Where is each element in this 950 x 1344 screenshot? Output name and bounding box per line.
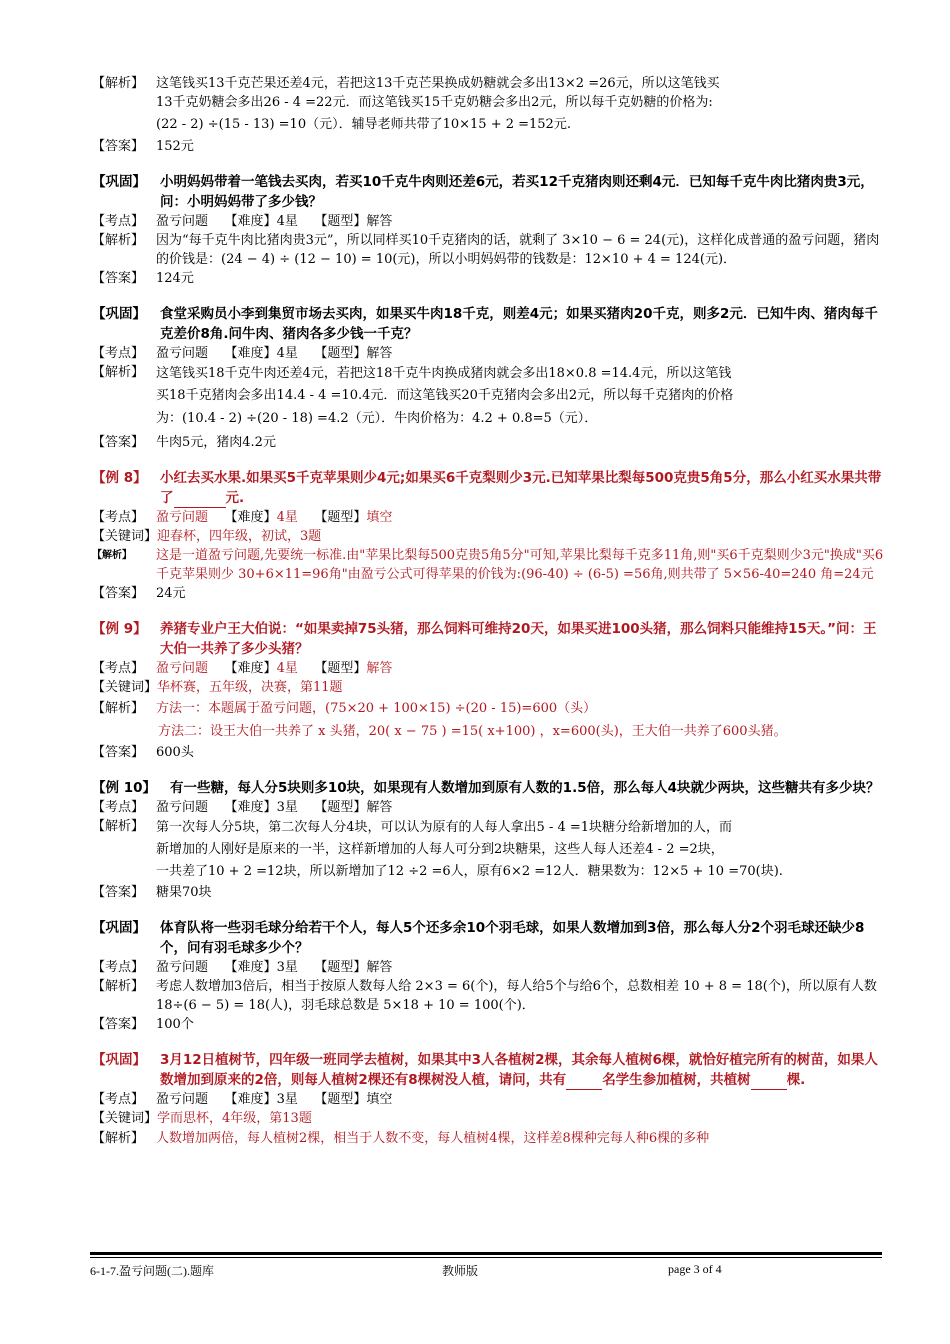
analysis-label: 【解析】: [92, 1131, 145, 1146]
question-type-label: 【题型】: [314, 661, 367, 676]
answer-label: 【答案】: [92, 745, 145, 760]
difficulty-value: 4星: [276, 661, 298, 676]
topic-label: 【考点】: [92, 214, 145, 229]
answer-label: 【答案】: [92, 1017, 145, 1032]
analysis-line: 13千克奶糖会多出26 - 4 =22元．而这笔钱买15千克奶糖会多出2元，所以每千克奶糖的价格为:: [156, 95, 713, 110]
answer-label: 【答案】: [92, 139, 145, 154]
question-type-value: 填空: [366, 1092, 393, 1107]
keywords-value: 迎春杯，四年级，初试，3题: [157, 529, 322, 544]
page-number: page 3 of 4: [668, 1262, 722, 1276]
topic-value: 盈亏问题: [156, 346, 209, 361]
question-text-end: 棵.: [786, 1072, 806, 1088]
difficulty-label: 【难度】: [224, 960, 277, 975]
topic-label: 【考点】: [92, 510, 145, 525]
topic-value: 盈亏问题: [156, 1092, 209, 1107]
difficulty-value: 4星: [276, 214, 298, 229]
question-type-value: 解答: [366, 346, 393, 361]
question-type-label: 【题型】: [314, 214, 367, 229]
document-body: [92, 74, 888, 1166]
answer-label: 【答案】: [92, 435, 145, 450]
difficulty-value: 3星: [276, 960, 298, 975]
analysis-line: 新增加的人刚好是原来的一半，这样新增加的人每人可分到2块糖果，这些人每人还差4 - 2 =2块，: [156, 842, 724, 857]
question-type-label: 【题型】: [314, 960, 367, 975]
difficulty-value: 4星: [276, 346, 298, 361]
topic-value: 盈亏问题: [156, 960, 209, 975]
problem-type-label: 【巩固】: [92, 920, 146, 936]
answer-label: 【答案】: [92, 271, 145, 286]
analysis-label: 【解析】: [92, 76, 145, 91]
difficulty-label: 【难度】: [224, 661, 277, 676]
answer-text: 牛肉5元，猪肉4.2元: [156, 435, 276, 450]
question-type-value: 解答: [366, 214, 393, 229]
problem-block: [92, 918, 888, 1034]
analysis-line: (22 - 2) ÷(15 - 13) =10（元）．辅导老师共带了10×15 + 2 =152元.: [156, 117, 571, 132]
problem-block: [92, 172, 888, 288]
answer-text: 124元: [156, 271, 194, 286]
answer-text: 152元: [156, 139, 194, 154]
analysis-line: 这笔钱买13千克芒果还差4元，若把这13千克芒果换成奶糖就会多出13×2 =26元，所以这笔钱买: [156, 76, 720, 91]
problem-block: [92, 1050, 888, 1150]
question-text: 小明妈妈带着一笔钱去买肉，若买10千克牛肉则还差6元，若买12千克猪肉则还剩4元．已知每千克牛肉比猪肉贵3元，问：小明妈妈带了多少钱？: [160, 174, 874, 210]
question-text-end: 元.: [225, 490, 245, 506]
difficulty-value: 4星: [276, 510, 298, 525]
problem-type-label: 【巩固】: [92, 174, 146, 190]
example-block: [92, 778, 888, 902]
answer-label: 【答案】: [92, 885, 145, 900]
question-text-mid: 名学生参加植树，共植树: [602, 1072, 751, 1088]
difficulty-label: 【难度】: [224, 1092, 277, 1107]
topic-value: 盈亏问题: [156, 214, 209, 229]
analysis-line: 买18千克猪肉会多出14.4 - 4 =10.4元．而这笔钱买20千克猪肉会多出2元，所以每千克猪肉的价格: [156, 388, 734, 403]
analysis-line: 这笔钱买18千克牛肉还差4元，若把这18千克牛肉换成猪肉就会多出18×0.8 =14.4元，所以这笔钱: [156, 366, 732, 381]
analysis-label: 【解析】: [92, 979, 145, 994]
difficulty-value: 3星: [276, 1092, 298, 1107]
question-text: 食堂采购员小李到集贸市场去买肉，如果买牛肉18千克，则差4元；如果买猪肉20千克，则多2元．已知牛肉、猪肉每千克差价8角.问牛肉、猪肉各多少钱一千克？: [160, 306, 878, 342]
students-blank[interactable]: [566, 1075, 602, 1090]
trees-blank[interactable]: [751, 1075, 787, 1090]
topic-label: 【考点】: [92, 1092, 145, 1107]
question-type-label: 【题型】: [314, 510, 367, 525]
example-number: 【例 10】: [92, 780, 156, 796]
keywords-value: 学而思杯，4年级，第13题: [157, 1111, 312, 1126]
example-number: 【例 9】: [92, 621, 147, 637]
method-two-text: 方法二：设王大伯一共养了 x 头猪，20( x − 75 ) =15( x+100) ，x=600(头)，王大伯一共养了600头猪。: [158, 724, 787, 739]
difficulty-label: 【难度】: [224, 214, 277, 229]
question-type-value: 填空: [366, 510, 393, 525]
method-one-text: 方法一：本题属于盈亏问题，(75×20 + 100×15) ÷(20 - 15)=600（头）: [156, 701, 597, 716]
analysis-text: 考虑人数增加3倍后，相当于按原人数每人给 2×3 = 6(个)，每人给5个与给6个，总数相差 10 + 8 = 18(个)，所以原有人数 18÷(6 − 5) = 18(人)，羽毛球总数是 5×18 + 10 = 100(个)．: [156, 979, 877, 1013]
difficulty-value: 3星: [276, 800, 298, 815]
analysis-label: 【解析】: [92, 365, 145, 380]
question-type-label: 【题型】: [314, 800, 367, 815]
keywords-label: 【关键词】: [92, 1111, 158, 1126]
topic-value: 盈亏问题: [156, 800, 209, 815]
question-text: 小红去买水果.如果买5千克苹果则少4元;如果买6千克梨则少3元.已知苹果比梨每500克贵5角5分，那么小红买水果共带了: [160, 470, 882, 506]
answer-text: 24元: [156, 586, 186, 601]
keywords-label: 【关键词】: [92, 680, 158, 695]
analysis-label: 【解析】: [92, 233, 145, 248]
keywords-value: 华杯赛，五年级，决赛，第11题: [157, 680, 343, 695]
solution-block-continued: [92, 74, 888, 156]
analysis-label: 【解析】: [92, 550, 132, 561]
analysis-label: 【解析】: [92, 819, 145, 834]
footer-rule: [90, 1252, 882, 1258]
answer-blank[interactable]: [174, 493, 226, 508]
question-text: 有一些糖，每人分5块则多10块，如果现有人数增加到原有人数的1.5倍，那么每人4块就少两块，这些糖共有多少块？: [170, 780, 880, 796]
question-type-label: 【题型】: [314, 1092, 367, 1107]
question-type-value: 解答: [366, 800, 393, 815]
problem-block: [92, 304, 888, 452]
analysis-text: 因为“每千克牛肉比猪肉贵3元”，所以同样买10千克猪肉的话，就剩了 3×10 − 6 = 24(元)，这样化成普通的盈亏问题，猪肉的价钱是：(24 − 4) ÷ (12 − 10) = 10(元)，所以小明妈妈带的钱数是：12×10 + 4 = 124(元)．: [156, 233, 880, 267]
question-type-value: 解答: [366, 960, 393, 975]
topic-label: 【考点】: [92, 661, 145, 676]
example-block: [92, 619, 888, 762]
topic-value: 盈亏问题: [156, 510, 209, 525]
difficulty-label: 【难度】: [224, 510, 277, 525]
analysis-text: 这是一道盈亏问题,先要统一标准.由"苹果比梨每500克贵5角5分"可知,苹果比梨每千克多11角,则"买6千克梨则少3元"换成"买6千克苹果则少 30+6×11=96角"由盈亏公式可得苹果的价钱为:(96-40) ÷ (6-5) =56角,则共带了 5×56-40=240 角=24元: [156, 548, 884, 582]
answer-text: 糖果70块: [156, 885, 212, 900]
keywords-label: 【关键词】: [92, 529, 158, 544]
topic-value: 盈亏问题: [156, 661, 209, 676]
problem-type-label: 【巩固】: [92, 306, 146, 322]
example-number: 【例 8】: [92, 470, 147, 486]
topic-label: 【考点】: [92, 346, 145, 361]
analysis-line: 第一次每人分5块，第二次每人分4块，可以认为原有的人每人拿出5 - 4 =1块糖分给新增加的人，而: [156, 820, 733, 835]
question-type-label: 【题型】: [314, 346, 367, 361]
analysis-text: 人数增加两倍，每人植树2棵，相当于人数不变，每人植树4棵，这样差8棵种完每人种6棵的多种: [156, 1131, 710, 1146]
problem-type-label: 【巩固】: [92, 1052, 146, 1068]
answer-text: 600头: [156, 745, 194, 760]
difficulty-label: 【难度】: [224, 800, 277, 815]
topic-label: 【考点】: [92, 960, 145, 975]
question-type-value: 解答: [366, 661, 393, 676]
question-text: 3月12日植树节，四年级一班同学去植树，如果其中3人各植树2棵，其余每人植树6棵，就恰好植完所有的树苗，如果人数增加到原来的2倍，则每人植树2棵还有8棵树没人植，请问，共有: [160, 1052, 878, 1088]
analysis-line: 一共差了10 + 2 =12块，所以新增加了12 ÷2 =6人，原有6×2 =12人．糖果数为：12×5 + 10 =70(块).: [156, 864, 783, 879]
footer-source: 6-1-7.盈亏问题(二).题库: [90, 1264, 214, 1278]
analysis-line: 为：(10.4 - 2) ÷(20 - 18) =4.2（元）．牛肉价格为：4.2 + 0.8=5（元）．: [156, 411, 598, 426]
answer-text: 100个: [156, 1017, 194, 1032]
question-text: 体育队将一些羽毛球分给若干个人，每人5个还多余10个羽毛球，如果人数增加到3倍，那么每人分2个羽毛球还缺少8个，问有羽毛球多少个？: [160, 920, 865, 956]
analysis-label: 【解析】: [92, 701, 145, 716]
answer-label: 【答案】: [92, 586, 145, 601]
question-text: 养猪专业户王大伯说：“如果卖掉75头猪，那么饲料可维持20天，如果买进100头猪，那么饲料只能维持15天。”问：王大伯一共养了多少头猪？: [160, 621, 877, 657]
topic-label: 【考点】: [92, 800, 145, 815]
difficulty-label: 【难度】: [224, 346, 277, 361]
footer-edition: 教师版: [442, 1264, 479, 1278]
example-block: [92, 468, 888, 603]
